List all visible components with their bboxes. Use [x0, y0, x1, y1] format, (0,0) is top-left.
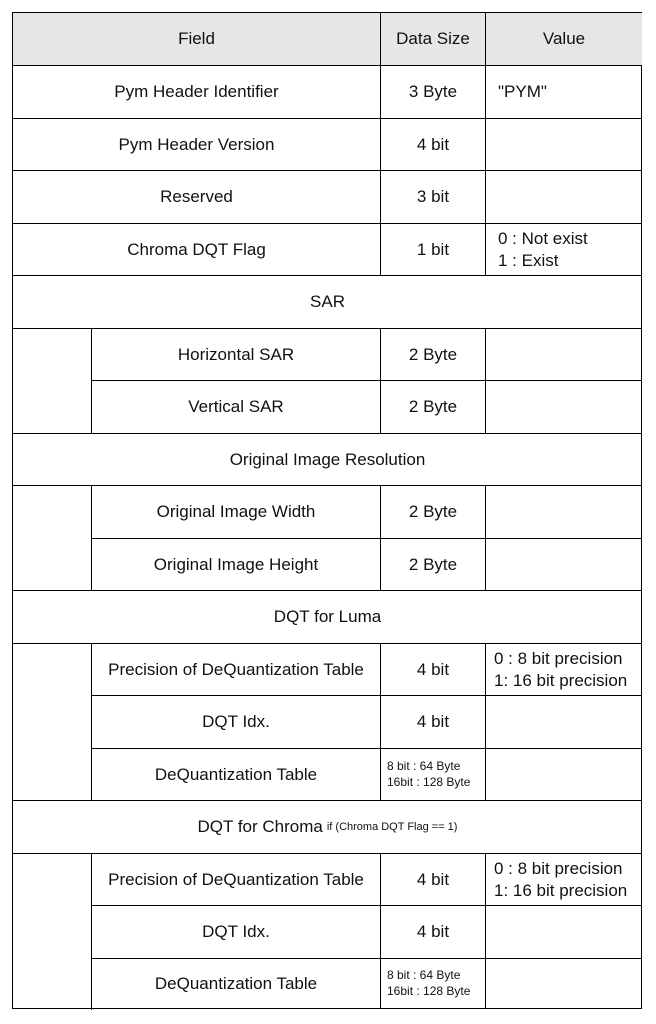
- size-luma-dequantization-table-line1: 8 bit : 64 Byte: [387, 758, 461, 773]
- field-luma-dqt-idx-label: DQT Idx.: [202, 712, 270, 732]
- value-luma-precision: [486, 644, 642, 696]
- size-chroma-dqt-idx: [381, 906, 486, 959]
- value-chroma-precision-line1: 0 : 8 bit precision: [494, 859, 623, 879]
- size-luma-dqt-idx: [381, 696, 486, 749]
- value-chroma-dqt-flag-line1: 0 : Not exist: [498, 229, 588, 249]
- size-reserved: [381, 171, 486, 224]
- field-chroma-precision-label: Precision of DeQuantization Table: [108, 869, 364, 889]
- size-pym-header-version: [381, 119, 486, 171]
- size-pym-header-identifier-label: 3 Byte: [408, 82, 458, 102]
- size-original-image-width-label: 2 Byte: [408, 502, 458, 522]
- field-reserved-label: Reserved: [160, 187, 233, 207]
- size-original-image-height-label: 2 Byte: [408, 554, 458, 574]
- field-original-image-width: [92, 486, 381, 539]
- value-horizontal-sar: [486, 329, 642, 381]
- field-luma-precision: [92, 644, 381, 696]
- group-indent-dqt-chroma: [13, 854, 92, 1010]
- group-title-dqt-luma: [13, 591, 642, 644]
- group-title-dqt-chroma: [13, 801, 642, 854]
- field-horizontal-sar: [92, 329, 381, 381]
- value-luma-precision-line1: 0 : 8 bit precision: [494, 649, 623, 669]
- group-indent-sar: [13, 329, 92, 434]
- field-vertical-sar-label: Vertical SAR: [188, 397, 284, 417]
- field-original-image-height-label: Original Image Height: [153, 554, 319, 574]
- size-chroma-dequantization-table-line1: 8 bit : 64 Byte: [387, 968, 461, 983]
- size-horizontal-sar-label: 2 Byte: [408, 344, 458, 364]
- size-chroma-dqt-idx-label: 4 bit: [416, 922, 450, 942]
- value-chroma-dqt-flag: [486, 224, 642, 276]
- size-original-image-height: [381, 539, 486, 591]
- value-chroma-precision: [486, 854, 642, 906]
- group-title-resolution: [13, 434, 642, 486]
- value-original-image-height: [486, 539, 642, 591]
- field-chroma-dequantization-table-label: DeQuantization Table: [154, 974, 318, 994]
- size-vertical-sar: [381, 381, 486, 434]
- value-luma-precision-line2: 1: 16 bit precision: [494, 670, 628, 690]
- field-chroma-dqt-flag-label: Chroma DQT Flag: [127, 239, 266, 259]
- field-chroma-dqt-idx-label: DQT Idx.: [202, 922, 270, 942]
- group-title-resolution-label: Original Image Resolution: [229, 449, 426, 469]
- field-pym-header-version: [13, 119, 381, 171]
- column-header-data-size-label: Data Size: [396, 29, 470, 49]
- column-header-value-label: Value: [542, 29, 586, 49]
- field-luma-dequantization-table: [92, 749, 381, 801]
- size-pym-header-identifier: [381, 66, 486, 119]
- column-header-value: [486, 13, 642, 66]
- group-title-sar: [13, 276, 642, 329]
- size-luma-precision-label: 4 bit: [416, 659, 450, 679]
- field-luma-dqt-idx: [92, 696, 381, 749]
- field-reserved: [13, 171, 381, 224]
- value-chroma-dequantization-table: [486, 959, 642, 1009]
- field-pym-header-version-label: Pym Header Version: [118, 134, 275, 154]
- size-chroma-precision: [381, 854, 486, 906]
- size-horizontal-sar: [381, 329, 486, 381]
- field-pym-header-identifier: [13, 66, 381, 119]
- size-chroma-dqt-flag: [381, 224, 486, 276]
- group-indent-resolution: [13, 486, 92, 591]
- value-pym-header-identifier: [486, 66, 642, 119]
- field-chroma-precision: [92, 854, 381, 906]
- size-luma-precision: [381, 644, 486, 696]
- field-chroma-dequantization-table: [92, 959, 381, 1009]
- size-pym-header-version-label: 4 bit: [416, 134, 450, 154]
- header-structure-table: [12, 12, 642, 1009]
- field-chroma-dqt-idx: [92, 906, 381, 959]
- size-reserved-label: 3 bit: [416, 187, 450, 207]
- value-chroma-precision-line2: 1: 16 bit precision: [494, 880, 628, 900]
- value-chroma-dqt-flag-line2: 1 : Exist: [498, 250, 559, 270]
- field-pym-header-identifier-label: Pym Header Identifier: [114, 82, 279, 102]
- group-title-dqt-luma-label: DQT for Luma: [273, 607, 382, 627]
- value-luma-dqt-idx: [486, 696, 642, 749]
- field-luma-dequantization-table-label: DeQuantization Table: [154, 764, 318, 784]
- field-original-image-height: [92, 539, 381, 591]
- size-chroma-precision-label: 4 bit: [416, 869, 450, 889]
- size-chroma-dqt-flag-label: 1 bit: [416, 239, 450, 259]
- size-chroma-dequantization-table: [381, 959, 486, 1009]
- field-chroma-dqt-flag: [13, 224, 381, 276]
- size-vertical-sar-label: 2 Byte: [408, 397, 458, 417]
- value-reserved: [486, 171, 642, 224]
- group-title-dqt-chroma-label: DQT for Chroma: [197, 817, 323, 837]
- field-vertical-sar: [92, 381, 381, 434]
- group-title-sar-label: SAR: [310, 292, 345, 312]
- value-chroma-dqt-idx: [486, 906, 642, 959]
- field-luma-precision-label: Precision of DeQuantization Table: [108, 659, 364, 679]
- value-pym-header-version: [486, 119, 642, 171]
- field-original-image-width-label: Original Image Width: [156, 502, 316, 522]
- value-vertical-sar: [486, 381, 642, 434]
- value-original-image-width: [486, 486, 642, 539]
- field-horizontal-sar-label: Horizontal SAR: [177, 344, 295, 364]
- column-header-data-size: [381, 13, 486, 66]
- value-luma-dequantization-table: [486, 749, 642, 801]
- size-luma-dequantization-table-line2: 16bit : 128 Byte: [387, 774, 471, 789]
- group-condition-dqt-chroma: if (Chroma DQT Flag == 1): [326, 821, 458, 834]
- column-header-field: [13, 13, 381, 66]
- size-luma-dequantization-table: [381, 749, 486, 801]
- group-indent-dqt-luma: [13, 644, 92, 801]
- size-chroma-dequantization-table-line2: 16bit : 128 Byte: [387, 984, 471, 998]
- value-pym-header-identifier-label: "PYM": [498, 82, 547, 102]
- size-luma-dqt-idx-label: 4 bit: [416, 712, 450, 732]
- size-original-image-width: [381, 486, 486, 539]
- column-header-field-label: Field: [178, 29, 215, 49]
